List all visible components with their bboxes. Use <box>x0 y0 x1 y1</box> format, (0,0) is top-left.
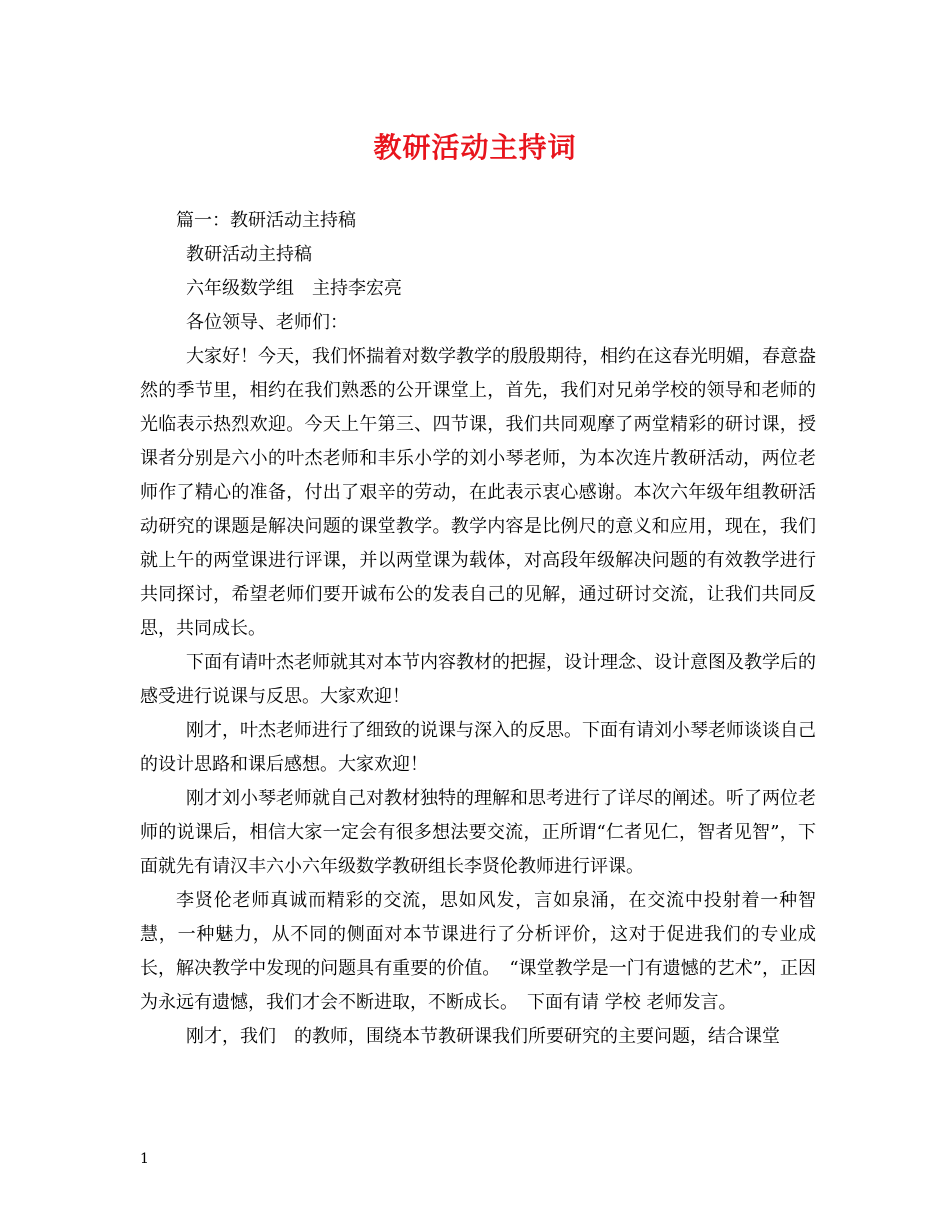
document-title: 教研活动主持词 <box>373 131 577 164</box>
paragraph: 李贤伦老师真诚而精彩的交流，思如风发，言如泉涌，在交流中投射着一种智慧，一种魅力，从不同的侧面对本节课进行了分析评价，这对于促进我们的专业成长，解决教学中发现的问题具有重要的价值。 “课堂教学是一门有遗憾的艺术”，正因为永远有遗憾，我们才会不断进取，不断成长。 下面有请 学校 老师发言。 <box>140 890 816 1013</box>
document-body <box>140 204 816 1054</box>
section-heading: 篇一：教研活动主持稿 <box>176 210 356 231</box>
paragraph: 刚才，叶杰老师进行了细致的说课与深入的反思。下面有请刘小琴老师谈谈自己的设计思路和课后感想。大家欢迎！ <box>140 720 816 775</box>
paragraph: 下面有请叶杰老师就其对本节内容教材的把握，设计理念、设计意图及教学后的感受进行说课与反思。大家欢迎！ <box>140 652 816 707</box>
host-line: 六年级数学组 主持李宏亮 <box>186 278 402 299</box>
page-number: 1 <box>140 1151 149 1167</box>
paragraph: 刚才刘小琴老师就自己对教材独特的理解和思考进行了详尽的阐述。听了两位老师的说课后，相信大家一定会有很多想法要交流，正所谓“仁者见仁，智者见智”，下面就先有请汉丰六小六年级数学教研组长李贤伦教师进行评课。 <box>140 788 816 877</box>
paragraph: 刚才，我们 的教师，围绕本节教研课我们所要研究的主要问题，结合课堂 <box>186 1026 780 1047</box>
subtitle: 教研活动主持稿 <box>186 244 312 265</box>
paragraph: 大家好！今天，我们怀揣着对数学教学的殷殷期待，相约在这春光明媚，春意盎然的季节里，相约在我们熟悉的公开课堂上，首先，我们对兄弟学校的领导和老师的光临表示热烈欢迎。今天上午第三、四节课，我们共同观摩了两堂精彩的研讨课，授课者分别是六小的叶杰老师和丰乐小学的刘小琴老师，为本次连片教研活动，两位老师作了精心的准备，付出了艰辛的劳动，在此表示衷心感谢。本次六年级年组教研活动研究的课题是解决问题的课堂教学。教学内容是比例尺的意义和应用，现在，我们就上午的两堂课进行评课，并以两堂课为载体，对高段年级解决问题的有效教学进行共同探讨，希望老师们要开诚布公的发表自己的见解，通过研讨交流，让我们共同反思，共同成长。 <box>140 346 816 639</box>
greeting: 各位领导、老师们： <box>186 312 348 333</box>
